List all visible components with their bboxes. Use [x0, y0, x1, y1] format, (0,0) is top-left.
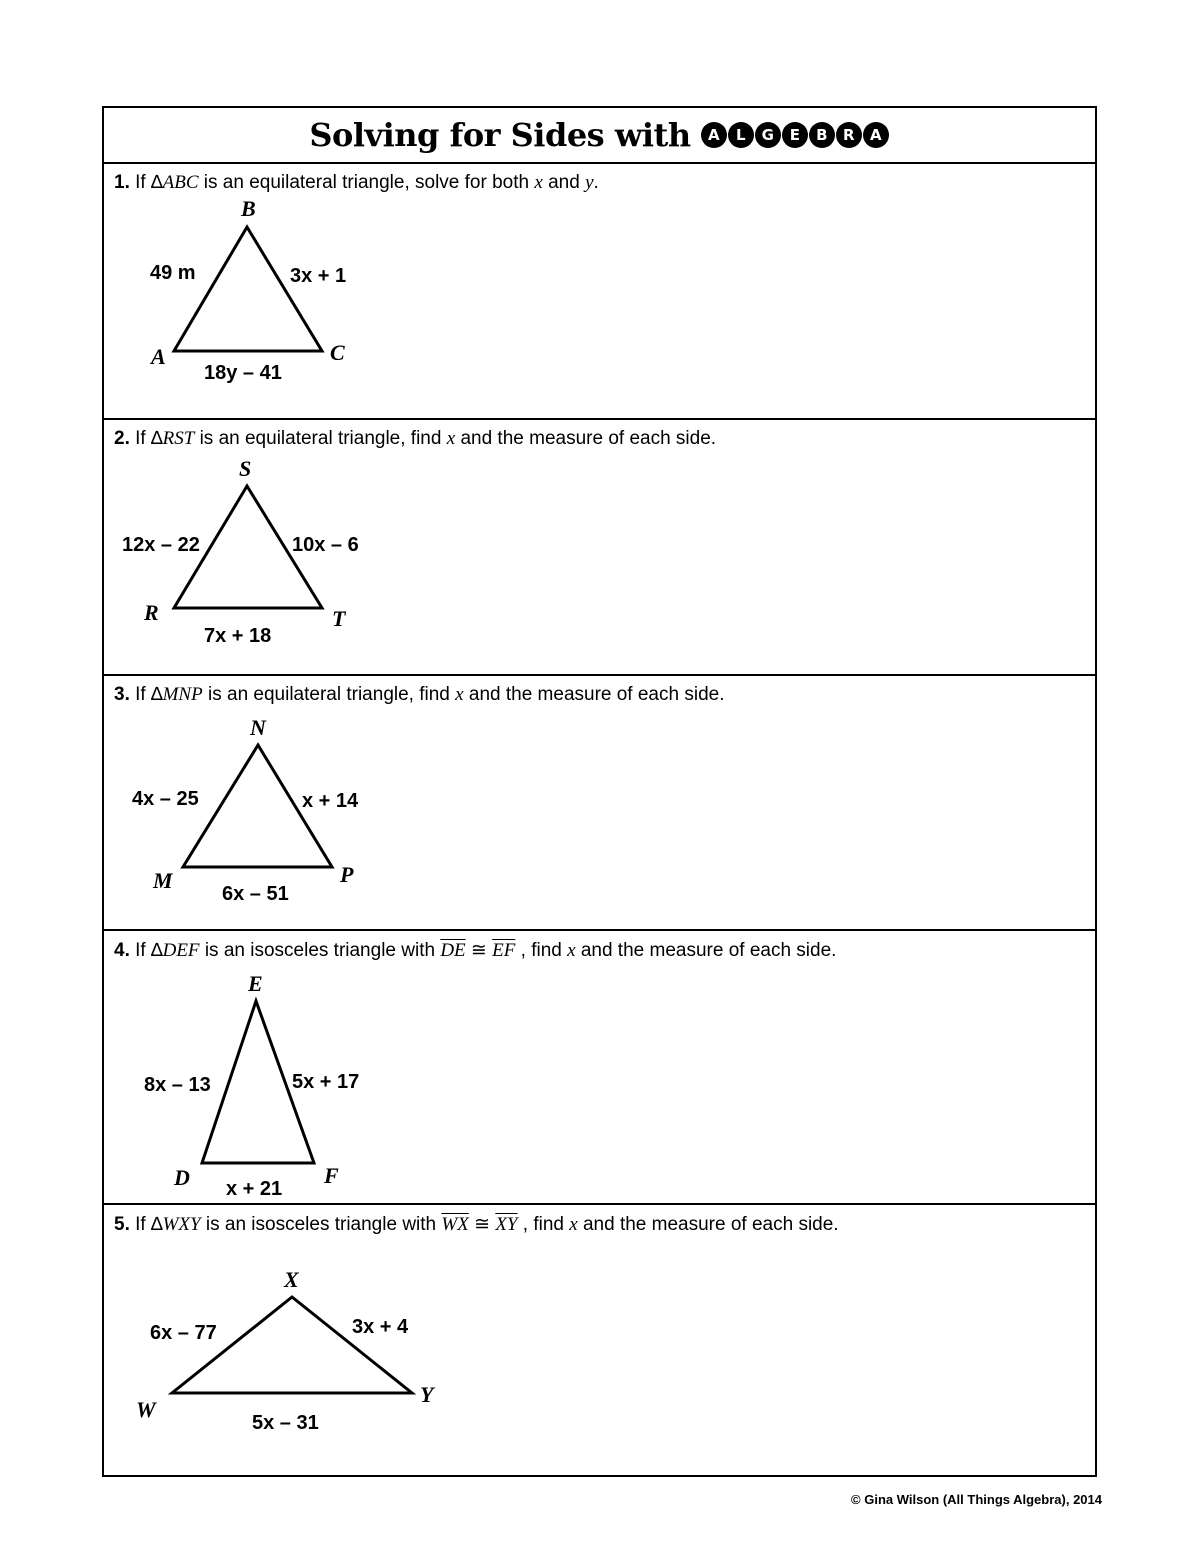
- vertex-label: C: [330, 340, 345, 365]
- variable: y: [585, 172, 594, 193]
- triangle-name: WXY: [162, 1214, 201, 1235]
- vertex-label: A: [151, 344, 166, 369]
- title-row: [104, 108, 1095, 164]
- problem-1: [104, 164, 1095, 420]
- problem-number: 1.: [114, 172, 130, 193]
- triangle-name: RST: [162, 428, 195, 449]
- prompt-text: If ∆: [135, 940, 163, 961]
- prompt-text: is an equilateral triangle, find: [202, 684, 456, 705]
- vertex-label: W: [136, 1397, 156, 1422]
- side-label: 4x – 25: [132, 788, 199, 810]
- side-label: 3x + 4: [352, 1316, 409, 1338]
- bubble-letter: A: [701, 122, 727, 148]
- vertex-label: P: [340, 862, 354, 887]
- triangle-shape: [174, 227, 322, 351]
- triangle-figure: [104, 676, 504, 931]
- prompt-text: is an equilateral triangle, find: [194, 428, 447, 449]
- congruent-symbol: ≅: [465, 940, 493, 961]
- vertex-label: D: [174, 1165, 190, 1190]
- segment-name: $\overline{EF}$: [492, 940, 516, 961]
- side-label: 18y – 41: [204, 362, 282, 384]
- problem-2: [104, 420, 1095, 676]
- variable: x: [534, 172, 543, 193]
- side-label: 6x – 77: [150, 1322, 217, 1344]
- problem-4: [104, 931, 1095, 1205]
- side-label: x + 21: [226, 1178, 283, 1200]
- triangle-figure: [104, 164, 504, 420]
- prompt-text: If ∆: [135, 172, 163, 193]
- worksheet: [102, 106, 1097, 1477]
- side-label: 6x – 51: [222, 883, 289, 905]
- copyright-footer: © Gina Wilson (All Things Algebra), 2014: [851, 1492, 1102, 1507]
- side-label: 5x – 31: [252, 1412, 319, 1434]
- worksheet-title: [309, 116, 889, 154]
- prompt-text: is an equilateral triangle, solve for both: [198, 172, 535, 193]
- side-label: 10x – 6: [292, 534, 359, 556]
- vertex-label: E: [248, 971, 263, 996]
- bubble-letter: B: [809, 122, 835, 148]
- segment-name: $\overline{WX}$: [441, 1214, 469, 1235]
- prompt-text: If ∆: [135, 684, 163, 705]
- prompt-text: If ∆: [135, 428, 163, 449]
- triangle-name: ABC: [162, 172, 199, 193]
- prompt-text: .: [593, 172, 599, 193]
- side-label: 8x – 13: [144, 1074, 211, 1096]
- triangle-figure: [104, 420, 504, 676]
- vertex-label: M: [153, 868, 173, 893]
- bubble-letter: A: [863, 122, 889, 148]
- variable: x: [569, 1214, 578, 1235]
- bubble-letter: E: [782, 122, 808, 148]
- prompt-text: and the measure of each side.: [463, 684, 725, 705]
- bubble-letter: G: [755, 122, 781, 148]
- problem-number: 2.: [114, 428, 130, 449]
- variable: x: [567, 940, 576, 961]
- side-label: 12x – 22: [122, 534, 200, 556]
- problem-3: [104, 676, 1095, 931]
- vertex-label: X: [284, 1267, 299, 1292]
- problem-number: 5.: [114, 1214, 130, 1235]
- prompt-text: , find: [515, 940, 568, 961]
- triangle-name: MNP: [162, 684, 203, 705]
- side-label: 7x + 18: [204, 625, 272, 647]
- vertex-label: N: [250, 715, 266, 740]
- prompt-text: and the measure of each side.: [577, 1214, 839, 1235]
- congruent-symbol: ≅: [468, 1214, 496, 1235]
- prompt-text: If ∆: [135, 1214, 163, 1235]
- side-label: x + 14: [302, 790, 359, 812]
- side-label: 49 m: [150, 262, 196, 284]
- variable: x: [455, 684, 464, 705]
- prompt-text: is an isosceles triangle with: [200, 1214, 442, 1235]
- vertex-label: S: [239, 456, 252, 481]
- triangle-name: DEF: [162, 940, 200, 961]
- problem-5: [104, 1205, 1095, 1477]
- prompt-text: is an isosceles triangle with: [199, 940, 441, 961]
- prompt-text: , find: [517, 1214, 570, 1235]
- problem-number: 3.: [114, 684, 130, 705]
- triangle-figure: [104, 931, 504, 1205]
- side-label: 5x + 17: [292, 1071, 360, 1093]
- prompt-text: and the measure of each side.: [455, 428, 717, 449]
- variable: x: [446, 428, 456, 449]
- bubble-letter: R: [836, 122, 862, 148]
- vertex-label: T: [332, 606, 346, 631]
- prompt-text: and the measure of each side.: [575, 940, 837, 961]
- bubble-letter: L: [728, 122, 754, 148]
- vertex-label: B: [241, 196, 256, 221]
- side-label: 3x + 1: [290, 265, 347, 287]
- algebra-bubble-letters: [701, 122, 890, 148]
- triangle-figure: [104, 1205, 524, 1477]
- vertex-label: R: [144, 600, 159, 625]
- vertex-label: Y: [420, 1382, 434, 1407]
- triangle-shape: [172, 1297, 412, 1393]
- segment-name: $\overline{XY}$: [495, 1214, 518, 1235]
- vertex-label: F: [324, 1163, 339, 1188]
- segment-name: $\overline{DE}$: [440, 940, 466, 961]
- prompt-text: and: [542, 172, 586, 193]
- title-text: Solving for Sides with: [309, 116, 691, 154]
- problem-number: 4.: [114, 940, 130, 961]
